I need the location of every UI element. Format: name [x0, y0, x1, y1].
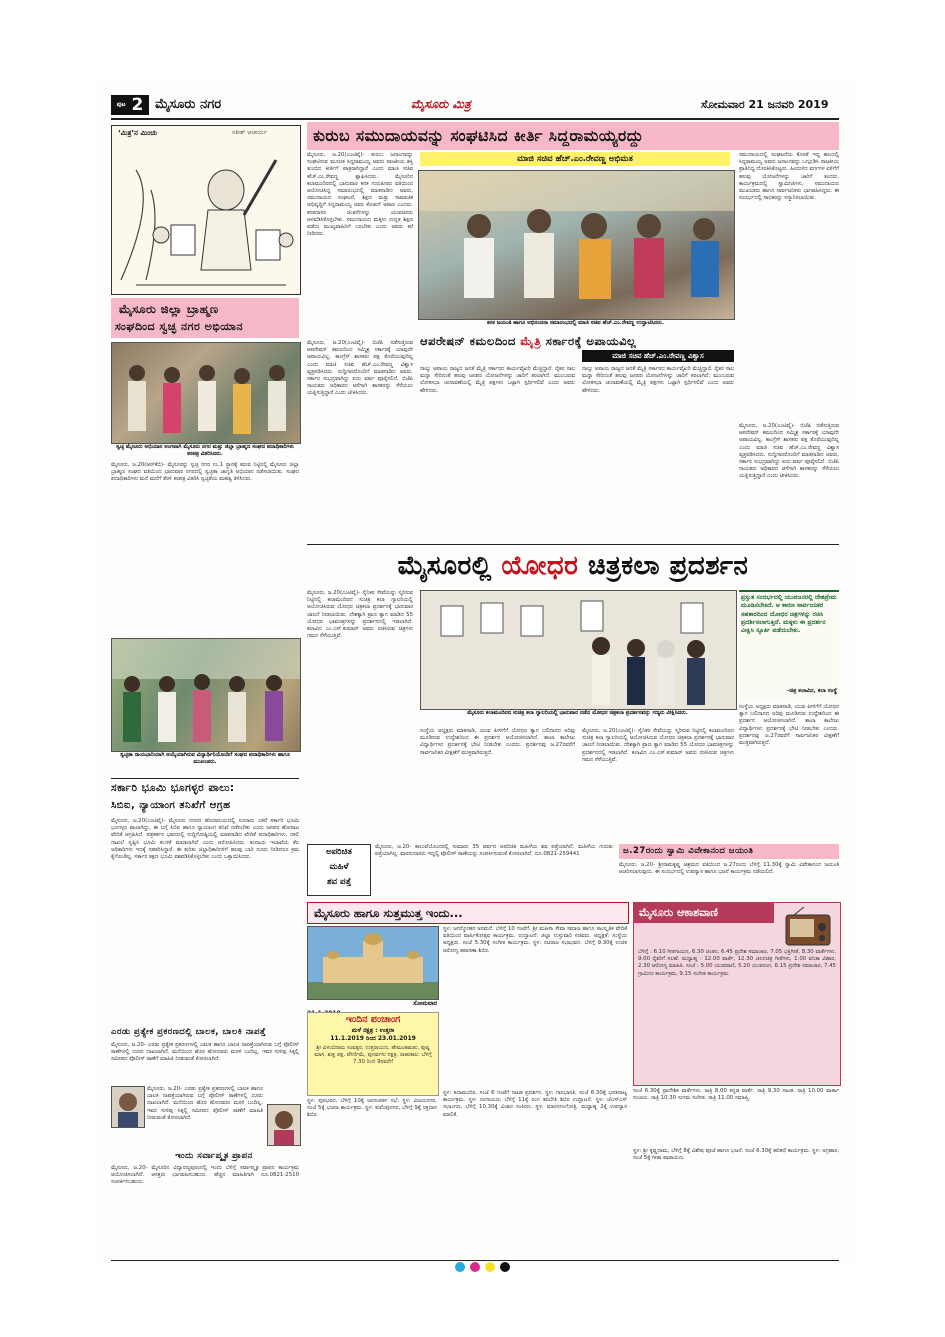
today-events-col2: ಸ್ಥಳ: ಜಗನ್ಮೋಹನ ಅರಮನೆ. ಬೆಳಿಗ್ಗೆ 10 ಗಂಟೆಗೆ. ಶ್ರೀ ಮಹಿಳಾ ಸೇವಾ ಸಮಾಜ ಹಾಗೂ ಸಾಂಸ್ಕೃತಿಕ ವೇದಿಕೆ ವತಿಯಿಂದ ವಾರ್ಷಿಕೋತ್ಸವ ಕಾರ್ಯಕ್ರಮ. ಉದ್ಘಾಟನೆ: ಜಿಲ್ಲಾ ಉಸ್ತುವಾರಿ ಸಚಿವರು. ಅಧ್ಯಕ್ಷತೆ: ಸಂಸ್ಥೆಯ ಅಧ್ಯಕ್ಷರು. ಸಂಜೆ 5.30ಕ್ಕೆ ಸಂಗೀತ ಕಾರ್ಯಕ್ರಮ. ಸ್ಥಳ: ನಟರಾಜ ಸಭಾಭವನ. ಬೆಳಿಗ್ಗೆ 9.30ಕ್ಕೆ ಉಚಿತ ಆರೋಗ್ಯ ತಪಾಸಣಾ ಶಿಬಿರ.	[443, 926, 627, 954]
brahmana-photo-2	[111, 638, 301, 752]
lead-photo	[418, 170, 735, 320]
registration-mark-yellow	[485, 1262, 495, 1272]
registration-mark-black	[500, 1262, 510, 1272]
page-label: ಪುಟ	[116, 101, 126, 108]
cartoon-artist: ಸತೀಶ್ ಆಚಾರ್ಯ	[232, 129, 267, 136]
palace-drawing	[308, 927, 438, 999]
today-banner-text: ಮೈಸೂರು ಹಾಗೂ ಸುತ್ತಮುತ್ತ ಇಂದು...	[314, 906, 463, 920]
vivekananda-body: ಮೈಸೂರು, ಜ.20- ಶ್ರೀರಾಮಕೃಷ್ಣ ಆಶ್ರಮದ ವತಿಯಿಂದ ಜ.27ರಂದು ಬೆಳಿಗ್ಗೆ 11.30ಕ್ಕೆ ಸ್ವಾಮಿ ವಿವೇಕಾನಂದ ಜಯಂತಿ ಆಚರಿಸಲಾಗುವುದು. ಈ ಸಂದರ್ಭದಲ್ಲಿ ಉಪನ್ಯಾಸ ಹಾಗೂ ಭಜನೆ ಕಾರ್ಯಕ್ರಮ ನಡೆಯಲಿದೆ.	[619, 862, 839, 876]
art-body-2b: ಮೈಸೂರು, ಜ.20(ಎಂಟಿವೈ)- ಸೈನಿಕರ ಸೇವೆಯನ್ನು ಸ್ಮರಿಸುವ ನಿಟ್ಟಿನಲ್ಲಿ ಕಲಾಮಂದಿರದ ಸುಚಿತ್ರ ಕಲಾ ಗ್ಯಾಲರಿಯಲ್ಲಿ ಆಯೋಜಿಸಿರುವ ಯೋಧರ ಚಿತ್ರಕಲಾ ಪ್ರದರ್ಶನಕ್ಕೆ ಭಾನುವಾರ ಚಾಲನೆ ನೀಡಲಾಯಿತು. ದೇಶಕ್ಕಾಗಿ ಪ್ರಾಣ ತ್ಯಾಗ ಮಾಡಿದ 55 ಯೋಧರ ಭಾವಚಿತ್ರಗಳನ್ನು ಪ್ರದರ್ಶನದಲ್ಲಿ ಇಡಲಾಗಿದೆ. ಕಲಾವಿದ ಎಂ.ಎಸ್.ಕುಮಾರ್ ಅವರು ರಚಿಸಿರುವ ಚಿತ್ರಗಳು ಗಮನ ಸೆಳೆಯುತ್ತಿವೆ.	[582, 728, 734, 763]
lead-subhead: ಮಾಜಿ ಸಚಿವ ಹೆಚ್.ಎಂ.ರೇವಣ್ಣ ಅಭಿಮತ	[420, 152, 730, 166]
lead-body-right: ಸಮುದಾಯದಲ್ಲಿ ಸಂಘಟನೆಯ ಕೊರತೆ ಇದ್ದ ಕಾಲದಲ್ಲಿ ಸಿದ್ದರಾಮಯ್ಯ ಅವರು ಜನಾಂಗವನ್ನು ಒಗ್ಗೂಡಿಸಿ ರಾಜಕೀಯ ಪ್ರಾತಿನಿಧ್ಯ ದೊರಕಿಸಿಕೊಟ್ಟರು. ಹಿಂದುಳಿದ ವರ್ಗಗಳ ಏಳಿಗೆಗೆ ಹಲವು ಯೋಜನೆಗಳನ್ನು ಜಾರಿಗೆ ತಂದರು. ಕಾರ್ಯಕ್ರಮದಲ್ಲಿ ಸ್ವಾಮೀಜಿಗಳು, ಸಮುದಾಯದ ಮುಖಂಡರು ಹಾಗೂ ಸಾರ್ವಜನಿಕರು ಭಾಗವಹಿಸಿದ್ದರು. ಈ ಸಂದರ್ಭದಲ್ಲಿ ಸಾಧಕರನ್ನು ಸನ್ಮಾನಿಸಲಾಯಿತು.	[739, 152, 839, 202]
panchanga-row1: ಮಳೆ ನಕ್ಷತ್ರ : ಉತ್ತರಾ	[351, 1027, 395, 1034]
land-body: ಮೈಸೂರು, ಜ.20(ಎಂಟಿವೈ)- ಮೈಸೂರು ನಗರದ ಹೊರವಲಯದಲ್ಲಿ ನೂರಾರು ಎಕರೆ ಸರ್ಕಾರಿ ಭೂಮಿ ಭೂಗಳ್ಳರ ಪಾಲಾಗಿದ್ದು, ಈ ಬಗ್ಗೆ ಸಿಬಿಐ ಹಾಗೂ ನ್ಯಾಯಾಂಗ ತನಿಖೆ ನಡೆಸಬೇಕು ಎಂದು ಜನಪರ ಹೋರಾಟ ವೇದಿಕೆ ಆಗ್ರಹಿಸಿದೆ. ಪತ್ರಕರ್ತರ ಭವನದಲ್ಲಿ ಸುದ್ದಿಗೋಷ್ಠಿಯಲ್ಲಿ ಮಾತನಾಡಿದ ವೇದಿಕೆ ಪದಾಧಿಕಾರಿಗಳು, ನಕಲಿ ದಾಖಲೆ ಸೃಷ್ಟಿಸಿ ಭೂಮಿ ಕಬಳಿಕೆ ಮಾಡಲಾಗಿದೆ ಎಂದು ಆರೋಪಿಸಿದರು. ಕಂದಾಯ ಇಲಾಖೆಯ ಕೆಲ ಅಧಿಕಾರಿಗಳು ಇದಕ್ಕೆ ಸಹಕರಿಸಿದ್ದಾರೆ. ಈ ಕುರಿತು ಜಿಲ್ಲಾಧಿಕಾರಿಗಳಿಗೆ ಹಲವು ಬಾರಿ ದೂರು ನೀಡಿದರೂ ಕ್ರಮ ಕೈಗೊಂಡಿಲ್ಲ. ಸರ್ಕಾರ ತಕ್ಷಣ ಭೂಮಿ ವಶಪಡಿಸಿಕೊಳ್ಳಬೇಕು ಎಂದು ಒತ್ತಾಯಿಸಿದರು.	[111, 818, 299, 861]
radio-box	[633, 902, 841, 1086]
art-photo-figures	[421, 591, 736, 709]
vivekananda-headline: ಜ.27ರಂದು ಸ್ವಾಮಿ ವಿವೇಕಾನಂದ ಜಯಂತಿ	[623, 846, 754, 856]
maitri-headline-b: ಮೈತ್ರಿ	[520, 334, 542, 348]
radio-body: ಬೆಳಿಗ್ಗೆ : 6.10 ಗೀತಗಾಯನ, 6.30 ಚಿಂತನ, 6.45 ಪ್ರದೇಶ ಸಮಾಚಾರ, 7.05 ಭಕ್ತಿಗೀತೆ, 8.30 ವಾರ್ತೆಗಳು, 9.00 ರೈತರಿಗೆ ಸಲಹೆ. ಮಧ್ಯಾಹ್ನ : 12.00 ವಾರ್ತೆ, 12.30 ಚಲನಚಿತ್ರ ಗೀತೆಗಳು, 1.00 ವನಿತಾ ವಿಹಾರ, 2.30 ಆರೋಗ್ಯ ಮಾಹಿತಿ. ಸಂಜೆ : 5.00 ಯುವವಾಣಿ, 5.20 ಯುವರಂಗ, 6.15 ಪ್ರದೇಶ ಸಮಾಚಾರ, 7.45 ಗ್ರಾಮೀಣ ಕಾರ್ಯಕ್ರಮ, 9.15 ಸಂಗೀತ ಕಾರ್ಯಕ್ರಮ.	[638, 949, 836, 977]
palace-photo-meta	[307, 1000, 437, 1010]
unknown-body: ಮೈಸೂರು, ಜ.20- ಕಾಲುವೆಯೊಂದರಲ್ಲಿ ಸುಮಾರು 35 ವರ್ಷದ ಅಪರಿಚಿತ ಮಹಿಳೆಯ ಶವ ಪತ್ತೆಯಾಗಿದೆ. ಮಹಿಳೆಯ ಗುರುತು ಪತ್ತೆಯಾಗಿಲ್ಲ. ವಾರಸುದಾರರು ಇದ್ದಲ್ಲಿ ಪೊಲೀಸ್ ಠಾಣೆಯನ್ನು ಸಂಪರ್ಕಿಸುವಂತೆ ಕೋರಲಾಗಿದೆ. ದೂ.0821-259441	[375, 844, 613, 858]
issue-date: ಸೋಮವಾರ 21 ಜನವರಿ 2019	[701, 98, 829, 111]
page-number-badge	[111, 95, 149, 115]
missing-photo-boy	[111, 1086, 145, 1128]
section-name: ಮೈಸೂರು ನಗರ	[155, 97, 222, 112]
art-headline-a: ಮೈಸೂರಲ್ಲಿ	[397, 551, 502, 581]
photo-day: ಸೋಮವಾರ	[413, 1000, 437, 1007]
girl-portrait	[268, 1105, 300, 1145]
palace-photo	[307, 926, 439, 1000]
brahmana-photo-1-figures	[112, 343, 300, 443]
missing-photo-girl	[267, 1104, 301, 1146]
art-headline-c: ಚಿತ್ರಕಲಾ ಪ್ರದರ್ಶನ	[578, 551, 749, 581]
brahmana-body: ಮೈಸೂರು, ಜ.20(ಆರ್‌ಕೆಬಿ)- ಮೈಸೂರನ್ನು ಸ್ವಚ್ಛ ನಗರ ನಂ.1 ಸ್ಥಾನಕ್ಕೆ ತರುವ ನಿಟ್ಟಿನಲ್ಲಿ ಮೈಸೂರು ಜಿಲ್ಲಾ ಬ್ರಾಹ್ಮಣ ಸಂಘದ ವತಿಯಿಂದ ಭಾನುವಾರ ನಗರದಲ್ಲಿ ಸ್ವಚ್ಛತಾ ಜಾಗೃತಿ ಅಭಿಯಾನ ನಡೆಸಲಾಯಿತು. ಸಂಘದ ಪದಾಧಿಕಾರಿಗಳು ಮನೆ ಮನೆಗೆ ತೆರಳಿ ಕರಪತ್ರ ವಿತರಿಸಿ ಸ್ವಚ್ಛತೆಯ ಮಹತ್ವ ತಿಳಿಸಿದರು.	[111, 462, 299, 483]
art-top-rule	[307, 544, 839, 545]
maitri-body-col4: ಮೈಸೂರು, ಜ.20(ಎಂಟಿವೈ)- ಬಿಜೆಪಿ ನಡೆಸುತ್ತಿರುವ ಆಪರೇಷನ್ ಕಮಲದಿಂದ ಸಮ್ಮಿಶ್ರ ಸರ್ಕಾರಕ್ಕೆ ಯಾವುದೇ ಅಪಾಯವಿಲ್ಲ. ಕಾಂಗ್ರೆಸ್ ಶಾಸಕರು ಪಕ್ಷ ತೊರೆಯುವುದಿಲ್ಲ ಎಂದು ಮಾಜಿ ಸಚಿವ ಹೆಚ್.ಎಂ.ರೇವಣ್ಣ ವಿಶ್ವಾಸ ವ್ಯಕ್ತಪಡಿಸಿದರು. ಸುದ್ದಿಗಾರರೊಂದಿಗೆ ಮಾತನಾಡಿದ ಅವರು, ಸರ್ಕಾರ ಸುಭದ್ರವಾಗಿದ್ದು ಐದು ವರ್ಷ ಪೂರೈಸಲಿದೆ. ಬಿಜೆಪಿ ನಾಯಕರು ಅಧಿಕಾರದ ಆಸೆಗಾಗಿ ಶಾಸಕರನ್ನು ಸೆಳೆಯಲು ಯತ್ನಿಸುತ್ತಿದ್ದಾರೆ ಎಂದು ಟೀಕಿಸಿದರು.	[739, 423, 839, 480]
lead-body-left: ಮೈಸೂರು, ಜ.20(ಎಂಟಿವೈ)- ಕುರುಬ ಜನಾಂಗವನ್ನು ಸಂಘಟಿಸುವ ಮೂಲಕ ಸಿದ್ದರಾಮಯ್ಯ ಅವರು ರಾಜಕೀಯ ಶಕ್ತಿ ತುಂಬಿದ ಕೀರ್ತಿಗೆ ಪಾತ್ರರಾಗಿದ್ದಾರೆ ಎಂದು ಮಾಜಿ ಸಚಿವ ಹೆಚ್.ಎಂ.ರೇವಣ್ಣ ಶ್ಲಾಘಿಸಿದರು. ಮೈಸೂರಿನ ಕಲಾಮಂದಿರದಲ್ಲಿ ಭಾನುವಾರ ಕನಕ ಗುರುಪೀಠದ ವತಿಯಿಂದ ಆಯೋಜಿಸಿದ್ದ ಸಮಾರಂಭದಲ್ಲಿ ಮಾತನಾಡಿದ ಅವರು, ಸಮುದಾಯದ ಸಂಘಟನೆ, ಶಿಕ್ಷಣ ಮತ್ತು ಸಾಮಾಜಿಕ ಅಭಿವೃದ್ಧಿಗೆ ಸಿದ್ದರಾಮಯ್ಯ ಅವರ ಕೊಡುಗೆ ಅಪಾರ ಎಂದರು. ಕನಕದಾಸರ ಚಿಂತನೆಗಳನ್ನು ಯುವಜನರು ಅಳವಡಿಸಿಕೊಳ್ಳಬೇಕು. ಸಮುದಾಯದ ಮಕ್ಕಳು ಉನ್ನತ ಶಿಕ್ಷಣ ಪಡೆದು ಮುಖ್ಯವಾಹಿನಿಗೆ ಬರಬೇಕು ಎಂದು ಅವರು ಕರೆ ನೀಡಿದರು.	[307, 152, 413, 238]
lead-photo-caption: ಕನಕ ಜಯಂತಿ ಹಾಗೂ ಅಭಿನಂದನಾ ಸಮಾರಂಭದಲ್ಲಿ ಮಾಜಿ ಸಚಿವ ಹೆಚ್.ಎಂ.ರೇವಣ್ಣ ಉದ್ಘಾಟಿಸಿದರು.	[486, 320, 665, 326]
brahmana-photo-2-figures	[112, 639, 300, 751]
unknown-label-box	[307, 844, 371, 896]
radio-body-3: ಸ್ಥಳ: ಶ್ರೀ ಕೃಷ್ಣಧಾಮ, ಬೆಳಿಗ್ಗೆ 8ಕ್ಕೆ ವಿಶೇಷ ಪೂಜೆ ಹಾಗೂ ಭಜನೆ. ಸಂಜೆ 6.30ಕ್ಕೆ ಹರಿಕಥೆ ಕಾರ್ಯಕ್ರಮ. ಸ್ಥಳ: ಅಗ್ರಹಾರ, ಸಂಜೆ 5ಕ್ಕೆ ಗೀತಾ ಪಾರಾಯಣ.	[633, 1148, 839, 1162]
today-events-col1: ಸ್ಥಳ: ಪುರಭವನ, ಬೆಳಿಗ್ಗೆ 10ಕ್ಕೆ ಜನಸಂಪರ್ಕ ಸಭೆ. ಸ್ಥಳ: ವಿಜಯನಗರ, ಸಂಜೆ 5ಕ್ಕೆ ಭಜನಾ ಕಾರ್ಯಕ್ರಮ. ಸ್ಥಳ: ಕುವೆಂಪುನಗರ, ಬೆಳಿಗ್ಗೆ 9ಕ್ಕೆ ರಕ್ತದಾನ ಶಿಬಿರ.	[307, 1098, 437, 1119]
cartoon-drawing	[116, 140, 296, 290]
unknown-label-2: ಮಹಿಳೆ	[329, 862, 349, 872]
maitri-body-col2: ನಾಲ್ಕು ಅಪಾಯ ರಾಜ್ಯದ ಜನತೆ ಮೈತ್ರಿ ಸರ್ಕಾರದ ಕಾರ್ಯವೈಖರಿ ಮೆಚ್ಚಿದ್ದಾರೆ. ರೈತರ ಸಾಲ ಮನ್ನಾ ಸೇರಿದಂತೆ ಹಲವು ಜನಪರ ಯೋಜನೆಗಳನ್ನು ಜಾರಿಗೆ ತರಲಾಗಿದೆ. ಮುಂಬರುವ ಲೋಕಸಭಾ ಚುನಾವಣೆಯಲ್ಲಿ ಮೈತ್ರಿ ಪಕ್ಷಗಳು ಒಟ್ಟಾಗಿ ಸ್ಪರ್ಧಿಸಲಿವೆ ಎಂದು ಅವರು ಹೇಳಿದರು.	[420, 366, 575, 394]
art-pull-quote-box	[739, 590, 839, 702]
panchanga-box	[307, 1012, 439, 1096]
panchanga-title: ಇಂದಿನ ಪಂಚಾಂಗ	[345, 1014, 401, 1025]
brahmana-photo-1	[111, 342, 301, 444]
maitri-body: ಮೈಸೂರು, ಜ.20(ಎಂಟಿವೈ)- ಬಿಜೆಪಿ ನಡೆಸುತ್ತಿರುವ ಆಪರೇಷನ್ ಕಮಲದಿಂದ ಸಮ್ಮಿಶ್ರ ಸರ್ಕಾರಕ್ಕೆ ಯಾವುದೇ ಅಪಾಯವಿಲ್ಲ. ಕಾಂಗ್ರೆಸ್ ಶಾಸಕರು ಪಕ್ಷ ತೊರೆಯುವುದಿಲ್ಲ ಎಂದು ಮಾಜಿ ಸಚಿವ ಹೆಚ್.ಎಂ.ರೇವಣ್ಣ ವಿಶ್ವಾಸ ವ್ಯಕ್ತಪಡಿಸಿದರು. ಸುದ್ದಿಗಾರರೊಂದಿಗೆ ಮಾತನಾಡಿದ ಅವರು, ಸರ್ಕಾರ ಸುಭದ್ರವಾಗಿದ್ದು ಐದು ವರ್ಷ ಪೂರೈಸಲಿದೆ. ಬಿಜೆಪಿ ನಾಯಕರು ಅಧಿಕಾರದ ಆಸೆಗಾಗಿ ಶಾಸಕರನ್ನು ಸೆಳೆಯಲು ಯತ್ನಿಸುತ್ತಿದ್ದಾರೆ ಎಂದು ಟೀಕಿಸಿದರು.	[307, 340, 413, 397]
cartoon-title: ‘ಮಿತ್ರ’ನ ಮಿಂಚು	[118, 129, 158, 137]
art-photo	[420, 590, 737, 710]
art-headline	[309, 546, 837, 586]
land-headline-2: ಸಿಬಿಐ, ನ್ಯಾಯಾಂಗ ತನಿಖೆಗೆ ಆಗ್ರಹ	[111, 800, 231, 811]
lead-photo-figures	[419, 171, 734, 319]
land-headline-1: ಸರ್ಕಾರಿ ಭೂಮಿ ಭೂಗಳ್ಳರ ಪಾಲು:	[111, 782, 235, 794]
radio-body-2: ಸಂಜೆ 6.30ಕ್ಕೆ ಪ್ರಾದೇಶಿಕ ವಾರ್ತೆಗಳು. ರಾತ್ರಿ 8.00 ಕನ್ನಡ ವಾರ್ತೆ. ರಾತ್ರಿ 9.30 ನಾಟಕ. ರಾತ್ರಿ 10.00 ವಾರ್ತಾ ಸಂಚಯ. ರಾತ್ರಿ 10.30 ಸುಗಮ ಸಂಗೀತ. ರಾತ್ರಿ 11.00 ಸಮಾಪ್ತಿ.	[633, 1088, 839, 1102]
boy-portrait	[112, 1087, 144, 1127]
registration-mark-magenta	[470, 1262, 480, 1272]
brahmana-caption-1: ಸ್ವಚ್ಛ ಮೈಸೂರು ಅಭಿಯಾನ ಅಂಗವಾಗಿ ಮೈಸೂರು ನಗರ ಮತ್ತು ಜಿಲ್ಲಾ ಬ್ರಾಹ್ಮಣ ಸಂಘದ ಪದಾಧಿಕಾರಿಗಳು ಕರಪತ್ರ ವಿತರಿಸಿದರು.	[116, 444, 294, 457]
art-pull-quote: ಪ್ರಸ್ತುತ ಸಂದರ್ಭದಲ್ಲಿ ಯುವಜನರಲ್ಲಿ ದೇಶಪ್ರೇಮ ಮೂಡಿಸಬೇಕಿದೆ. ಆ ಕಾರಣ ಸಾರ್ವಜನಿಕರ ಸಹಕಾರದಿಂದ ಯೋಧರ ಚಿತ್ರಗಳನ್ನು ರಚಿಸಿ ಪ್ರದರ್ಶಿಸಲಾಗುತ್ತಿದೆ. ಮಕ್ಕಳು ಈ ಪ್ರದರ್ಶನ ವೀಕ್ಷಿಸಿ ಸ್ಫೂರ್ತಿ ಪಡೆಯಬೇಕು.	[741, 594, 837, 635]
art-body: ಮೈಸೂರು, ಜ.20(ಎಂಟಿವೈ)- ಸೈನಿಕರ ಸೇವೆಯನ್ನು ಸ್ಮರಿಸುವ ನಿಟ್ಟಿನಲ್ಲಿ ಕಲಾಮಂದಿರದ ಸುಚಿತ್ರ ಕಲಾ ಗ್ಯಾಲರಿಯಲ್ಲಿ ಆಯೋಜಿಸಿರುವ ಯೋಧರ ಚಿತ್ರಕಲಾ ಪ್ರದರ್ಶನಕ್ಕೆ ಭಾನುವಾರ ಚಾಲನೆ ನೀಡಲಾಯಿತು. ದೇಶಕ್ಕಾಗಿ ಪ್ರಾಣ ತ್ಯಾಗ ಮಾಡಿದ 55 ಯೋಧರ ಭಾವಚಿತ್ರಗಳನ್ನು ಪ್ರದರ್ಶನದಲ್ಲಿ ಇಡಲಾಗಿದೆ. ಕಲಾವಿದ ಎಂ.ಎಸ್.ಕುಮಾರ್ ಅವರು ರಚಿಸಿರುವ ಚಿತ್ರಗಳು ಗಮನ ಸೆಳೆಯುತ್ತಿವೆ.	[307, 590, 413, 640]
today-events-col2b: ಸ್ಥಳ: ಕಲಾಮಂದಿರ, ಸಂಜೆ 6 ಗಂಟೆಗೆ ನಾಟಕ ಪ್ರದರ್ಶನ. ಸ್ಥಳ: ಗಾನಭಾರತಿ, ಸಂಜೆ 6.30ಕ್ಕೆ ಭರತನಾಟ್ಯ ಕಾರ್ಯಕ್ರಮ. ಸ್ಥಳ: ರಂಗಾಯಣ, ಬೆಳಿಗ್ಗೆ 11ಕ್ಕೆ ರಂಗ ತರಬೇತಿ ಶಿಬಿರ ಉದ್ಘಾಟನೆ. ಸ್ಥಳ: ಜೆಎಸ್‌ಎಸ್ ಸಭಾಂಗಣ, ಬೆಳಿಗ್ಗೆ 10.30ಕ್ಕೆ ವಿಚಾರ ಸಂಕಿರಣ. ಸ್ಥಳ: ಮಾನಸಗಂಗೋತ್ರಿ, ಮಧ್ಯಾಹ್ನ 2ಕ್ಕೆ ಉಪನ್ಯಾಸ ಮಾಲಿಕೆ.	[443, 1090, 627, 1118]
bottom-rule	[111, 1260, 839, 1261]
radio-icon	[784, 907, 832, 947]
radio-title: ಮೈಸೂರು ಆಕಾಶವಾಣಿ	[634, 903, 774, 923]
brahmana-headline-2: ಸಂಘದಿಂದ ಸ್ವಚ್ಛ ನಗರ ಅಭಿಯಾನ	[115, 320, 244, 333]
newspaper-page	[95, 78, 855, 1263]
lead-headline: ಕುರುಬ ಸಮುದಾಯವನ್ನು ಸಂಘಟಿಸಿದ ಕೀರ್ತಿ ಸಿದ್ದರಾಮಯ್ಯರದ್ದು	[313, 127, 644, 145]
art-quote-author: -ಚಿತ್ರ ಕಲಾವಿದ, ಕಲಾ ಸಂಸ್ಥೆ	[787, 688, 837, 694]
art-body-3: ಸಂಸ್ಥೆಯ ಅಧ್ಯಕ್ಷರು ಮಾತನಾಡಿ, ಯುವ ಪೀಳಿಗೆಗೆ ಯೋಧರ ತ್ಯಾಗ ಬಲಿದಾನದ ಅರಿವು ಮೂಡಿಸುವ ಉದ್ದೇಶದಿಂದ ಈ ಪ್ರದರ್ಶನ ಆಯೋಜಿಸಲಾಗಿದೆ. ಶಾಲಾ ಕಾಲೇಜು ವಿದ್ಯಾರ್ಥಿಗಳು ಪ್ರದರ್ಶನಕ್ಕೆ ಭೇಟಿ ನೀಡಬೇಕು ಎಂದರು. ಪ್ರದರ್ಶನವು ಜ.27ರವರೆಗೆ ಸಾರ್ವಜನಿಕರ ವೀಕ್ಷಣೆಗೆ ಮುಕ್ತವಾಗಿರುತ್ತದೆ.	[739, 704, 839, 747]
art-body-2a: ಸಂಸ್ಥೆಯ ಅಧ್ಯಕ್ಷರು ಮಾತನಾಡಿ, ಯುವ ಪೀಳಿಗೆಗೆ ಯೋಧರ ತ್ಯಾಗ ಬಲಿದಾನದ ಅರಿವು ಮೂಡಿಸುವ ಉದ್ದೇಶದಿಂದ ಈ ಪ್ರದರ್ಶನ ಆಯೋಜಿಸಲಾಗಿದೆ. ಶಾಲಾ ಕಾಲೇಜು ವಿದ್ಯಾರ್ಥಿಗಳು ಪ್ರದರ್ಶನಕ್ಕೆ ಭೇಟಿ ನೀಡಬೇಕು ಎಂದರು. ಪ್ರದರ್ಶನವು ಜ.27ರವರೆಗೆ ಸಾರ್ವಜನಿಕರ ವೀಕ್ಷಣೆಗೆ ಮುಕ್ತವಾಗಿರುತ್ತದೆ.	[420, 728, 575, 756]
brahmana-caption-2: ಸ್ವಚ್ಛತಾ ರಾಯಭಾರಿಯಾಗಿ ಆಯ್ಕೆಯಾಗಿರುವ ವಿದ್ಯಾರ್ಥಿನಿಯೊಂದಿಗೆ ಸಂಘದ ಪದಾಧಿಕಾರಿಗಳು ಹಾಗೂ ಮುಖಂಡರು.	[120, 752, 290, 765]
maitri-headline	[420, 333, 735, 349]
missing-body: ಮೈಸೂರು, ಜ.20- ಎರಡು ಪ್ರತ್ಯೇಕ ಪ್ರಕರಣಗಳಲ್ಲಿ ಬಾಲಕ ಹಾಗೂ ಬಾಲಕಿ ನಾಪತ್ತೆಯಾಗಿರುವ ಬಗ್ಗೆ ಪೊಲೀಸ್ ಠಾಣೆಗಳಲ್ಲಿ ದೂರು ದಾಖಲಾಗಿದೆ. ಮನೆಯಿಂದ ಹೊರ ಹೋದವರು ಮರಳಿ ಬಂದಿಲ್ಲ. ಇವರ ಸುಳಿವು ಸಿಕ್ಕಲ್ಲಿ ಸಮೀಪದ ಪೊಲೀಸ್ ಠಾಣೆಗೆ ಮಾಹಿತಿ ನೀಡುವಂತೆ ಕೋರಲಾಗಿದೆ.	[111, 1042, 299, 1063]
memorial-body: ಮೈಸೂರು, ಜ.20- ಮೈಸೂರಿನ ವಿದ್ಯಾರಣ್ಯಪುರಂನಲ್ಲಿ ಇಂದು ಬೆಳಿಗ್ಗೆ ಸರ್ವಾಪ್ಮೃತ ಪ್ರಾಪನ ಕಾರ್ಯಕ್ರಮ ಆಯೋಜಿಸಲಾಗಿದೆ. ಆಸಕ್ತರು ಭಾಗವಹಿಸಬಹುದು. ಹೆಚ್ಚಿನ ಮಾಹಿತಿಗಾಗಿ ದೂ.0821-2510 ಸಂಪರ್ಕಿಸಬಹುದು.	[111, 1165, 299, 1186]
unknown-label-3: ಶವ ಪತ್ತೆ	[326, 877, 352, 887]
maitri-body-col3: ನಾಲ್ಕು ಅಪಾಯ ರಾಜ್ಯದ ಜನತೆ ಮೈತ್ರಿ ಸರ್ಕಾರದ ಕಾರ್ಯವೈಖರಿ ಮೆಚ್ಚಿದ್ದಾರೆ. ರೈತರ ಸಾಲ ಮನ್ನಾ ಸೇರಿದಂತೆ ಹಲವು ಜನಪರ ಯೋಜನೆಗಳನ್ನು ಜಾರಿಗೆ ತರಲಾಗಿದೆ. ಮುಂಬರುವ ಲೋಕಸಭಾ ಚುನಾವಣೆಯಲ್ಲಿ ಮೈತ್ರಿ ಪಕ್ಷಗಳು ಒಟ್ಟಾಗಿ ಸ್ಪರ್ಧಿಸಲಿವೆ ಎಂದು ಅವರು ಹೇಳಿದರು.	[582, 366, 734, 394]
maitri-subhead: ಮಾಜಿ ಸಚಿವ ಹೆಚ್.ಎಂ.ರೇವಣ್ಣ ವಿಶ್ವಾಸ	[582, 350, 734, 362]
panchanga-body: ಶ್ರೀ ವಿಳಂಬಿನಾಮ ಸಂವತ್ಸರ, ಉತ್ತರಾಯಣ, ಹೇಮಂತಋತು, ಪುಷ್ಯ ಮಾಸ, ಶುಕ್ಲ ಪಕ್ಷ, ಪೌರ್ಣಿಮೆ, ಪುನರ್ವಸು ನಕ್ಷತ್ರ. ರಾಹುಕಾಲ: ಬೆಳಿಗ್ಗೆ 7.30 ರಿಂದ 9ರವರೆಗೆ	[314, 1045, 432, 1066]
masthead-rule	[111, 118, 839, 120]
art-photo-caption: ಮೈಸೂರು ಕಲಾಮಂದಿರದ ಸುಚಿತ್ರ ಕಲಾ ಗ್ಯಾಲರಿಯಲ್ಲಿ ಭಾನುವಾರ ನಡೆದ ಯೋಧರ ಚಿತ್ರಕಲಾ ಪ್ರದರ್ಶನವನ್ನು ಗಣ್ಯರು ವೀಕ್ಷಿಸಿದರು.	[467, 710, 688, 716]
unknown-label-1: ಅಪರಿಚಿತ	[326, 847, 352, 857]
page-number: 2	[131, 95, 144, 115]
masthead	[111, 93, 839, 117]
brahmana-headline-1: ಮೈಸೂರು ಜಿಲ್ಲಾ ಬ್ರಾಹ್ಮಣ	[119, 302, 219, 316]
art-headline-b: ಯೋಧರ	[501, 551, 579, 581]
land-top-rule	[111, 778, 299, 779]
maitri-headline-a: ಆಪರೇಷನ್ ಕಮಲದಿಂದ	[420, 334, 521, 348]
maitri-headline-c: ಸರ್ಕಾರಕ್ಕೆ ಅಪಾಯವಿಲ್ಲ	[541, 334, 637, 348]
memorial-headline: ಇಂದು ಸರ್ವಾಪ್ಮೃತ ಪ್ರಾಪನ	[175, 1151, 253, 1161]
missing-body-2: ಮೈಸೂರು, ಜ.20- ಎರಡು ಪ್ರತ್ಯೇಕ ಪ್ರಕರಣಗಳಲ್ಲಿ ಬಾಲಕ ಹಾಗೂ ಬಾಲಕಿ ನಾಪತ್ತೆಯಾಗಿರುವ ಬಗ್ಗೆ ಪೊಲೀಸ್ ಠಾಣೆಗಳಲ್ಲಿ ದೂರು ದಾಖಲಾಗಿದೆ. ಮನೆಯಿಂದ ಹೊರ ಹೋದವರು ಮರಳಿ ಬಂದಿಲ್ಲ. ಇವರ ಸುಳಿವು ಸಿಕ್ಕಲ್ಲಿ ಸಮೀಪದ ಪೊಲೀಸ್ ಠಾಣೆಗೆ ಮಾಹಿತಿ ನೀಡುವಂತೆ ಕೋರಲಾಗಿದೆ.	[147, 1086, 263, 1121]
today-banner	[307, 902, 629, 924]
panchanga-row2: 11.1.2019 ರಿಂದ 23.01.2019	[330, 1035, 416, 1042]
cartoon-panel	[111, 125, 301, 295]
registration-mark-cyan	[455, 1262, 465, 1272]
brand-name: ಮೈಸೂರು ಮಿತ್ರ	[411, 97, 471, 111]
missing-headline: ಎರಡು ಪ್ರತ್ಯೇಕ ಪ್ರಕರಣದಲ್ಲಿ ಬಾಲಕ, ಬಾಲಕಿ ನಾಪತ್ತೆ	[111, 1027, 266, 1037]
